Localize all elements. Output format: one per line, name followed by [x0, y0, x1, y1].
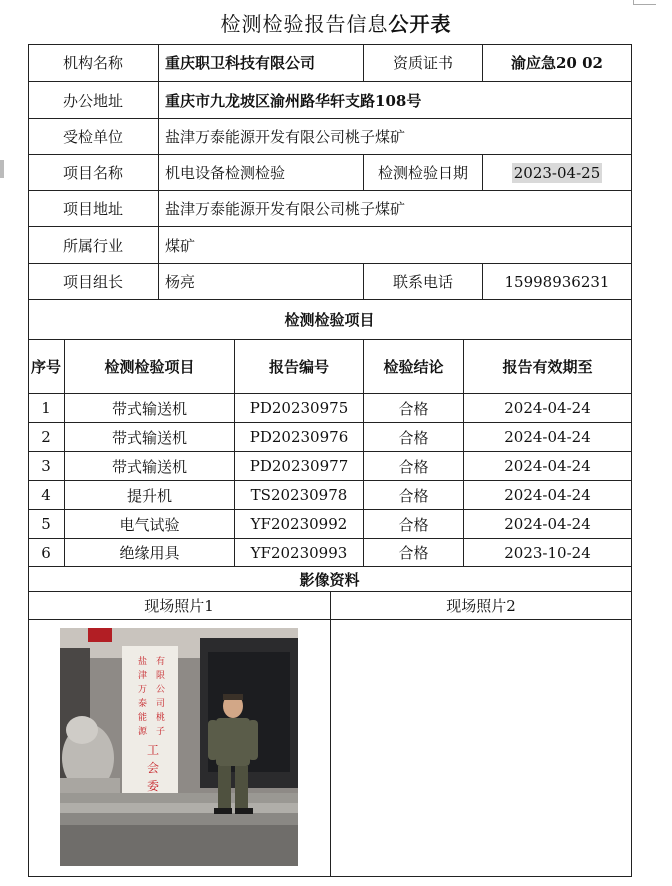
- row-item: 提升机: [65, 481, 235, 510]
- org-label: 机构名称: [28, 44, 159, 82]
- row-valid: 2024-04-24: [464, 423, 632, 452]
- svg-text:泰: 泰: [138, 699, 148, 709]
- items-section-title: 检测检验项目: [28, 300, 632, 340]
- row-report: YF20230993: [235, 539, 364, 567]
- row-valid: 2024-04-24: [464, 481, 632, 510]
- row-valid: 2023-10-24: [464, 539, 632, 567]
- header-report: 报告编号: [235, 340, 364, 394]
- row-report: PD20230977: [235, 452, 364, 481]
- svg-text:工: 工: [147, 743, 160, 757]
- industry-label: 所属行业: [28, 227, 159, 264]
- row-report: TS20230978: [235, 481, 364, 510]
- row-result: 合格: [364, 423, 464, 452]
- header-item: 检测检验项目: [65, 340, 235, 394]
- phone-value: 15998936231: [483, 264, 632, 300]
- svg-text:桃: 桃: [156, 713, 166, 723]
- svg-text:会: 会: [147, 761, 160, 775]
- svg-text:津: 津: [138, 671, 148, 681]
- photo2-label: 现场照片2: [331, 592, 632, 620]
- svg-text:委: 委: [147, 779, 160, 793]
- client-label: 受检单位: [28, 119, 159, 155]
- row-result: 合格: [364, 394, 464, 423]
- title-bold: 公开表: [388, 12, 452, 36]
- row-seq: 6: [28, 539, 65, 567]
- svg-text:司: 司: [156, 699, 166, 709]
- row-valid: 2024-04-24: [464, 394, 632, 423]
- org-value: 重庆职卫科技有限公司: [159, 44, 364, 82]
- site-value: 盐津万泰能源开发有限公司桃子煤矿: [159, 191, 632, 227]
- row-report: YF20230992: [235, 510, 364, 539]
- svg-text:公: 公: [156, 685, 166, 695]
- row-item: 带式输送机: [65, 394, 235, 423]
- project-value: 机电设备检测检验: [159, 155, 364, 191]
- page-corner-mark: [633, 0, 656, 5]
- row-report: PD20230975: [235, 394, 364, 423]
- svg-text:有: 有: [156, 657, 166, 667]
- leader-label: 项目组长: [28, 264, 159, 300]
- row-report: PD20230976: [235, 423, 364, 452]
- industry-value: 煤矿: [159, 227, 632, 264]
- leader-value: 杨亮: [159, 264, 364, 300]
- row-result: 合格: [364, 452, 464, 481]
- date-value: 2023-04-25: [513, 163, 601, 182]
- date-label: 检测检验日期: [364, 155, 483, 191]
- row-item: 带式输送机: [65, 423, 235, 452]
- banner-text-col1: 盐: [138, 657, 148, 667]
- page-title: [0, 8, 672, 37]
- title-regular: 检测检验报告信息: [220, 12, 389, 36]
- cert-label: 资质证书: [364, 44, 483, 82]
- photo1-label: 现场照片1: [28, 592, 331, 620]
- row-result: 合格: [364, 481, 464, 510]
- svg-text:子: 子: [156, 727, 166, 737]
- cert-value: 渝应急20 02: [483, 44, 632, 82]
- row-item: 电气试验: [65, 510, 235, 539]
- svg-text:万: 万: [138, 685, 148, 695]
- row-seq: 4: [28, 481, 65, 510]
- addr-value: 重庆市九龙坡区渝州路华轩支路108号: [159, 82, 632, 119]
- row-result: 合格: [364, 510, 464, 539]
- row-seq: 2: [28, 423, 65, 452]
- header-valid: 报告有效期至: [464, 340, 632, 394]
- row-seq: 1: [28, 394, 65, 423]
- row-valid: 2024-04-24: [464, 452, 632, 481]
- row-result: 合格: [364, 539, 464, 567]
- phone-label: 联系电话: [364, 264, 483, 300]
- svg-text:能: 能: [138, 713, 148, 723]
- client-value: 盐津万泰能源开发有限公司桃子煤矿: [159, 119, 632, 155]
- svg-text:限: 限: [156, 671, 166, 681]
- site-photo-1: [60, 628, 298, 866]
- site-label: 项目地址: [28, 191, 159, 227]
- project-label: 项目名称: [28, 155, 159, 191]
- page-edge-mark: [0, 160, 4, 178]
- row-item: 绝缘用具: [65, 539, 235, 567]
- header-seq: 序号: [28, 340, 65, 394]
- photo2-area: [331, 620, 632, 877]
- svg-text:源: 源: [138, 727, 148, 737]
- row-seq: 5: [28, 510, 65, 539]
- addr-label: 办公地址: [28, 82, 159, 119]
- row-item: 带式输送机: [65, 452, 235, 481]
- row-seq: 3: [28, 452, 65, 481]
- header-result: 检验结论: [364, 340, 464, 394]
- media-section-title: 影像资料: [28, 567, 632, 592]
- row-valid: 2024-04-24: [464, 510, 632, 539]
- site-photo-1-drawing: [60, 628, 298, 866]
